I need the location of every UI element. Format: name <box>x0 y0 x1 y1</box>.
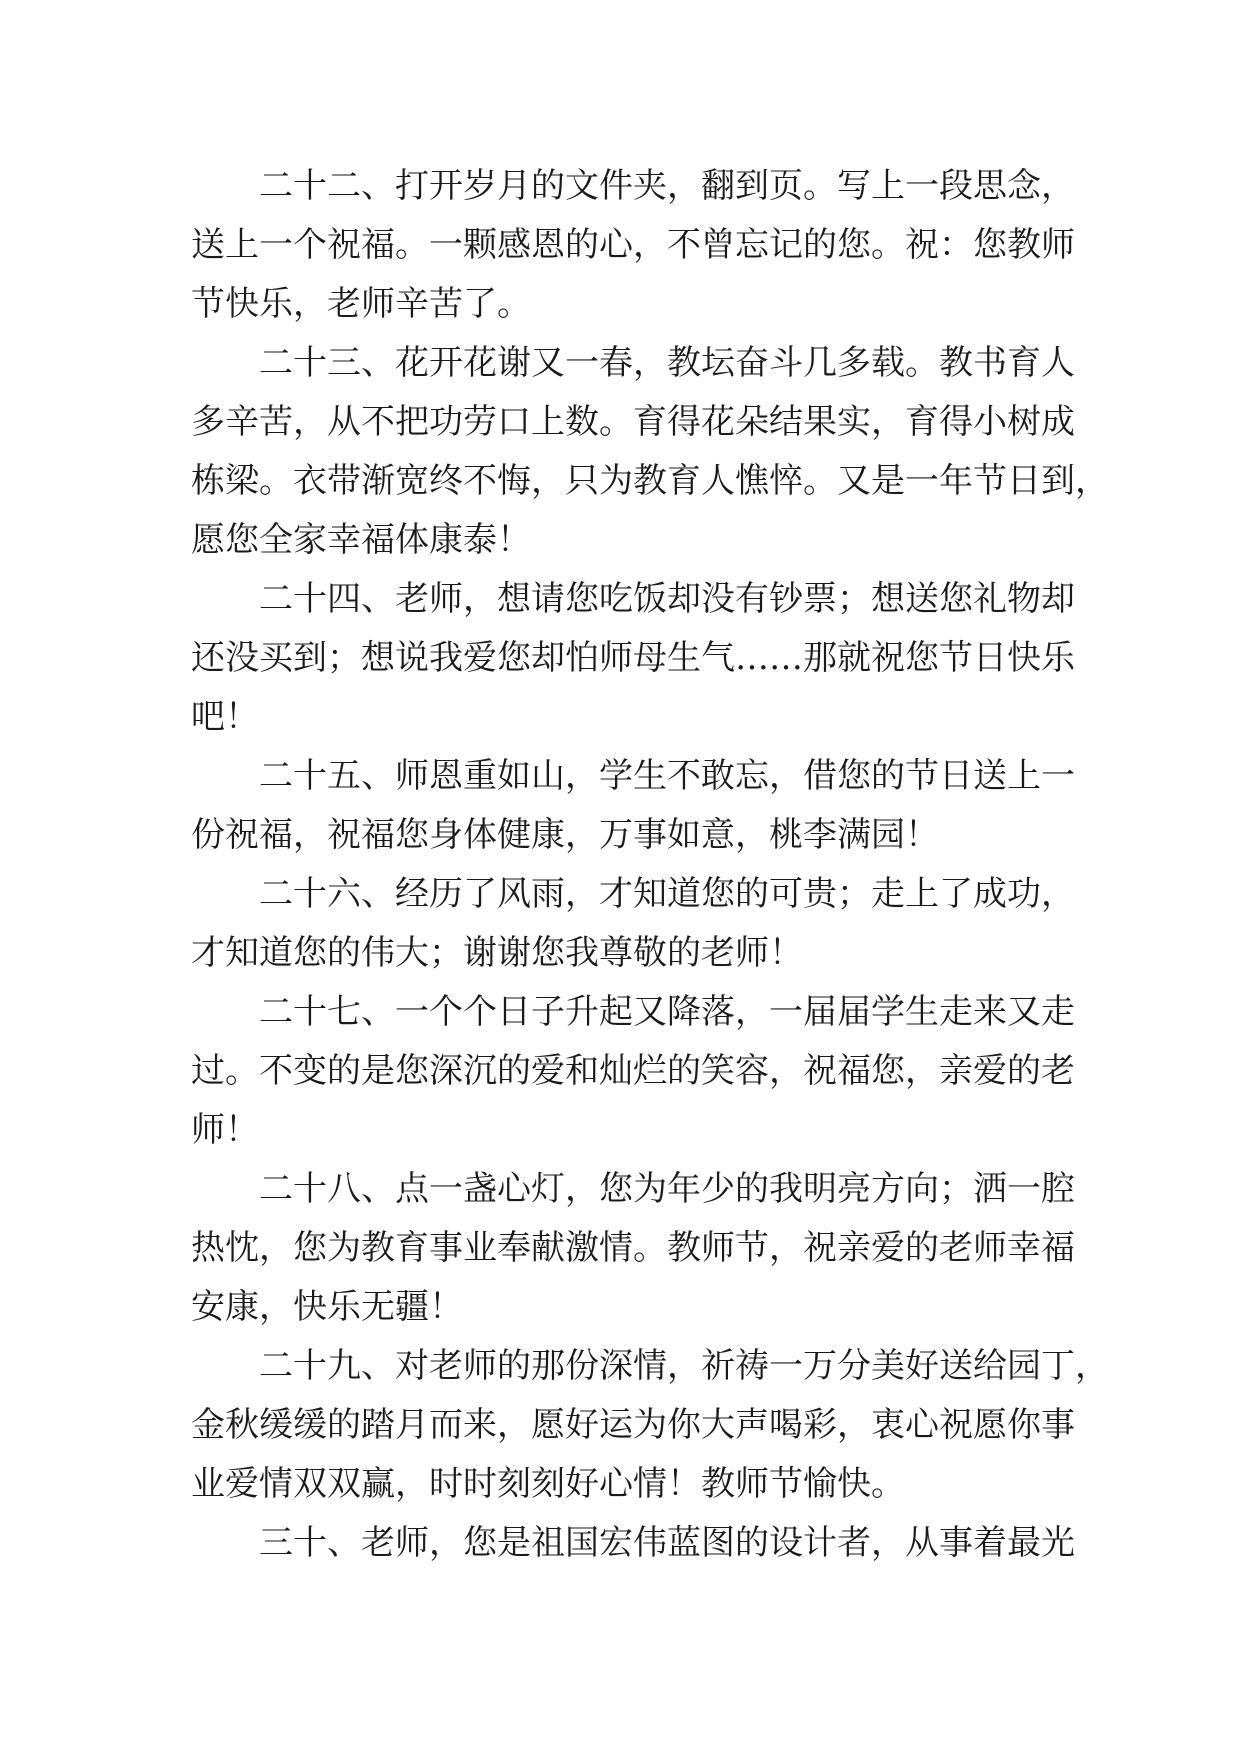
paragraph-28 <box>191 1160 1075 1337</box>
text-line: 愿您全家幸福体康泰！ <box>191 520 531 560</box>
text-line: 二十四、老师，想请您吃饭却没有钞票；想送您礼物却 <box>259 579 1075 619</box>
text-line: 二十九、对老师的那份深情，祈祷一万分美好送给园丁， <box>259 1346 1109 1386</box>
text-line: 师！ <box>191 1110 259 1150</box>
text-line: 三十、老师，您是祖国宏伟蓝图的设计者，从事着最光 <box>259 1523 1075 1563</box>
paragraph-26 <box>191 865 1075 983</box>
paragraph-23 <box>191 334 1109 570</box>
text-line: 二十三、花开花谢又一春，教坛奋斗几多载。教书育人 <box>259 343 1075 383</box>
text-line: 二十七、一个个日子升起又降落，一届届学生走来又走 <box>259 992 1075 1032</box>
text-line: 才知道您的伟大；谢谢您我尊敬的老师！ <box>191 933 803 973</box>
text-line: 热忱，您为教育事业奉献激情。教师节，祝亲爱的老师幸福 <box>191 1228 1075 1268</box>
paragraph-24 <box>191 570 1075 747</box>
text-line: 还没买到；想说我爱您却怕师母生气……那就祝您节日快乐 <box>191 638 1075 678</box>
text-line: 送上一个祝福。一颗感恩的心，不曾忘记的您。祝：您教师 <box>191 225 1075 265</box>
document-body <box>191 157 1109 1573</box>
text-line: 二十二、打开岁月的文件夹，翻到页。写上一段思念， <box>259 166 1075 206</box>
text-line: 节快乐，老师辛苦了。 <box>191 284 531 324</box>
text-line: 二十八、点一盏心灯，您为年少的我明亮方向；洒一腔 <box>259 1169 1075 1209</box>
text-line: 二十六、经历了风雨，才知道您的可贵；走上了成功， <box>259 874 1075 914</box>
text-line: 二十五、师恩重如山，学生不敢忘，借您的节日送上一 <box>259 756 1075 796</box>
paragraph-27 <box>191 983 1075 1160</box>
text-line: 安康，快乐无疆！ <box>191 1287 463 1327</box>
paragraph-29 <box>191 1337 1109 1514</box>
text-line: 金秋缓缓的踏月而来，愿好运为你大声喝彩，衷心祝愿你事 <box>191 1405 1075 1445</box>
text-line: 份祝福，祝福您身体健康，万事如意，桃李满园！ <box>191 815 939 855</box>
text-line: 多辛苦，从不把功劳口上数。育得花朵结果实，育得小树成 <box>191 402 1075 442</box>
paragraph-22 <box>191 157 1075 334</box>
text-line: 过。不变的是您深沉的爱和灿烂的笑容，祝福您，亲爱的老 <box>191 1051 1075 1091</box>
text-line: 栋梁。衣带渐宽终不悔，只为教育人憔悴。又是一年节日到， <box>191 461 1109 501</box>
text-line: 业爱情双双赢，时时刻刻好心情！教师节愉快。 <box>191 1464 905 1504</box>
paragraph-25 <box>191 747 1075 865</box>
paragraph-30 <box>191 1514 1075 1573</box>
text-line: 吧！ <box>191 697 259 737</box>
